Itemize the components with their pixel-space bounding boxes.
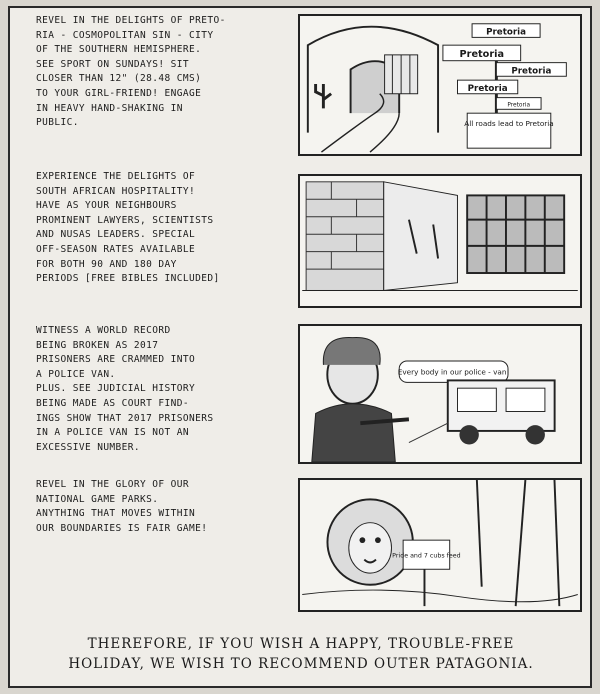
sign-text: Pretoria [507, 102, 531, 109]
sign-text: Pretoria [467, 83, 508, 94]
game-park-illustration [300, 480, 580, 610]
prison-cell-illustration [300, 176, 580, 306]
comic-page [8, 6, 592, 688]
panel-prison-cell [298, 174, 582, 308]
pride-sign: Pride and 7 cubs feed [392, 552, 461, 560]
sign-text: Pretoria [459, 48, 505, 60]
panel-game-park [298, 478, 582, 612]
footer-line-2: HOLIDAY, WE WISH TO RECOMMEND OUTER PATAGONIA. [68, 656, 534, 672]
panel-pretoria [298, 14, 582, 156]
sign-text: Pretoria [511, 66, 552, 77]
caption-hospitality: EXPERIENCE THE DELIGHTS OF SOUTH AFRICAN HOSPITALITY! HAVE AS YOUR NEIGHBOURS PROMINENT LAWYERS, SCIENTISTS AND NUSAS LEADERS. SPECIAL OFF-SEASON RATES AVAILABLE FOR BOTH 90 AND 180 DAY PERIODS [FREE BIBLES INCLUDED] [36, 171, 220, 285]
caption-game-parks: REVEL IN THE GLORY OF OUR NATIONAL GAME PARKS. ANYTHING THAT MOVES WITHIN OUR BOUNDARIES IS FAIR GAME! [36, 479, 208, 534]
panel-police-van [298, 324, 582, 464]
footer-line-1: THEREFORE, IF YOU WISH A HAPPY, TROUBLE-FREE [87, 636, 515, 652]
pretoria-illustration [300, 16, 580, 154]
all-roads-sign: All roads lead to Pretoria [464, 118, 554, 128]
caption-pretoria: REVEL IN THE DELIGHTS OF PRETO- RIA - COSMOPOLITAN SIN - CITY OF THE SOUTHERN HEMISPHERE. SEE SPORT ON SUNDAYS! SIT CLOSER THAN 12" (28.48 CMS) TO YOUR GIRL-FRIEND! ENGAGE IN HEAVY HAND-SHAKING IN PUBLIC. [36, 15, 226, 129]
police-van-illustration [300, 326, 580, 462]
sign-text: Pretoria [486, 27, 527, 38]
speech-bubble: Every body in our police - van! [397, 367, 510, 377]
caption-police-van: WITNESS A WORLD RECORD BEING BROKEN AS 2017 PRISONERS ARE CRAMMED INTO A POLICE VAN. PLUS. SEE JUDICIAL HISTORY BEING MADE AS COURT FIND- INGS SHOW THAT 2017 PRISONERS IN A POLICE VAN IS NOT AN EXCESSIVE NUMBER. [36, 325, 214, 453]
road-signs [443, 24, 566, 110]
